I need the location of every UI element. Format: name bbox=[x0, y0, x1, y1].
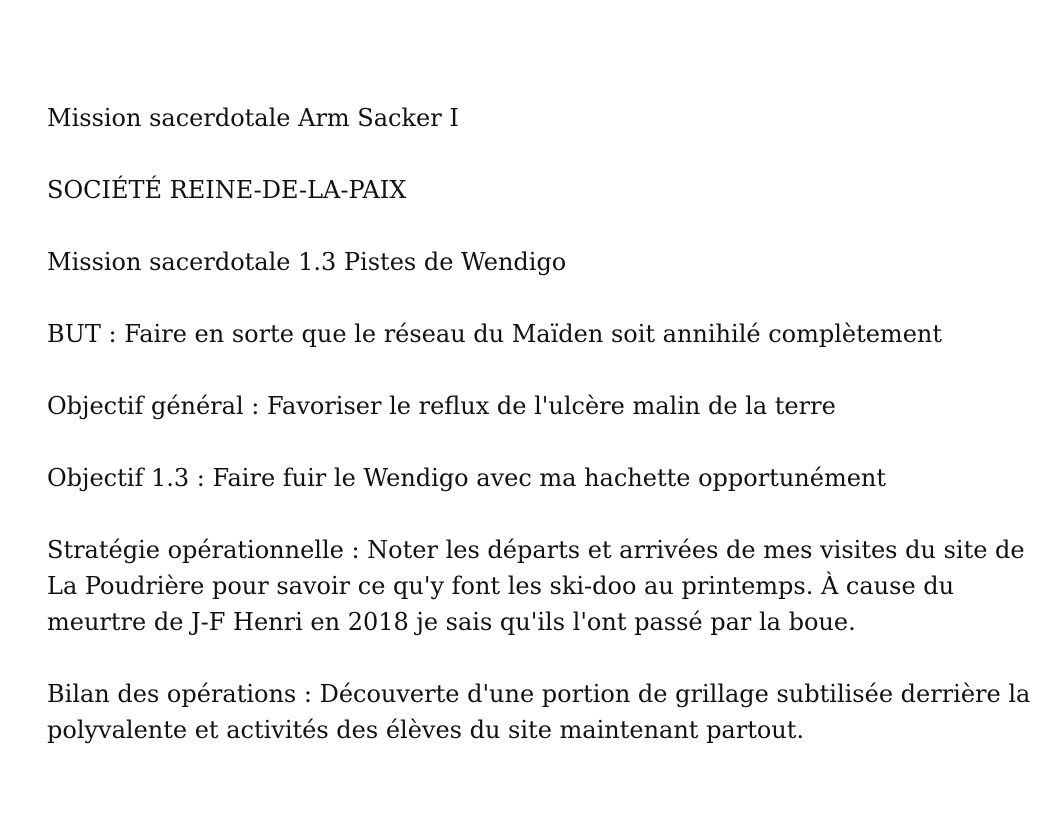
society-name: SOCIÉTÉ REINE-DE-LA-PAIX bbox=[47, 176, 407, 204]
strategy-paragraph: Stratégie opérationnelle : Noter les départs et arrivées de mes visites du site de La Poudrière pour savoir ce qu'y font les ski-doo au printemps. À cause du meurtre de J-F Henri en 2018 je sais qu'ils l'ont passé par la boue. bbox=[47, 536, 1025, 636]
objective-1-3-line: Objectif 1.3 : Faire fuir le Wendigo avec ma hachette opportunément bbox=[47, 464, 887, 492]
general-objective-line: Objectif général : Favoriser le reflux de l'ulcère malin de la terre bbox=[47, 392, 836, 420]
mission-name: Mission sacerdotale 1.3 Pistes de Wendigo bbox=[47, 248, 567, 276]
results-paragraph: Bilan des opérations : Découverte d'une portion de grillage subtilisée derrière la polyvalente et activités des élèves du site maintenant partout. bbox=[47, 680, 1031, 744]
goal-line: BUT : Faire en sorte que le réseau du Maïden soit annihilé complètement bbox=[47, 320, 942, 348]
document-title: Mission sacerdotale Arm Sacker I bbox=[47, 104, 459, 132]
document-page bbox=[47, 100, 1037, 784]
